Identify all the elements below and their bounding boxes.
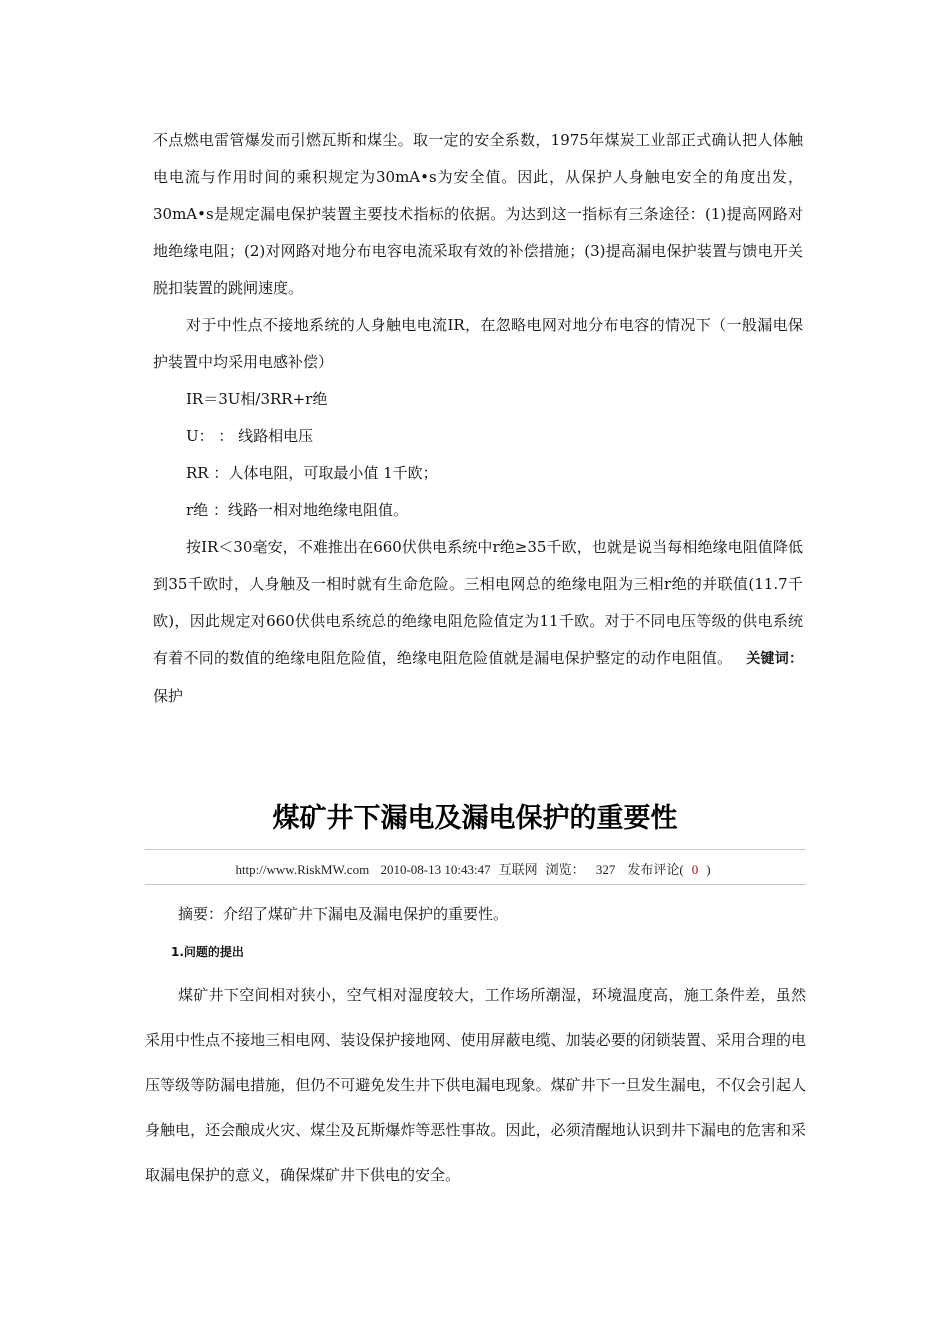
body-paragraph: 对于中性点不接地系统的人身触电电流IR，在忽略电网对地分布电容的情况下（一般漏电保护装置中均采用电感补偿） — [153, 316, 803, 371]
article-abstract: 摘要：介绍了煤矿井下漏电及漏电保护的重要性。 — [178, 905, 509, 923]
comment-count: 0 — [691, 862, 699, 877]
body-paragraph: 不点燃电雷管爆发而引燃瓦斯和煤尘。取一定的安全系数，1975年煤炭工业部正式确认把人体触电电流与作用时间的乘积规定为30mA•s为安全值。因此，从保护人身触电安全的角度出发，30mA•s是规定漏电保护装置主要技术指标的依据。为达到这一指标有三条途径：(1)提高网路对地绝缘电阻；(2)对网路对地分布电容电流采取有效的补偿措施；(3)提高漏电保护装置与馈电开关脱扣装置的跳闸速度。 — [153, 131, 803, 297]
section-heading: 1.问题的提出 — [171, 945, 244, 959]
article-body — [145, 897, 806, 1198]
article-meta — [0, 861, 950, 879]
formula: IR＝3U相/3RR+r绝 — [186, 390, 328, 408]
body-paragraph: 煤矿井下空间相对狭小，空气相对湿度较大，工作场所潮湿，环境温度高，施工条件差，虽然采用中性点不接地三相电网、装设保护接地网、使用屏蔽电缆、加装必要的闭锁装置、采用合理的电压等级等防漏电措施，但仍不可避免发生井下供电漏电现象。煤矿井下一旦发生漏电，不仅会引起人身触电，还会酿成火灾、煤尘及瓦斯爆炸等恶性事故。因此，必须清醒地认识到井下漏电的危害和采取漏电保护的意义，确保煤矿井下供电的安全。 — [145, 986, 806, 1184]
views-label: 浏览： — [545, 862, 585, 877]
body-paragraph — [153, 529, 803, 715]
definition-rr: RR ：人体电阻，可取最小值 1千欧； — [186, 464, 438, 482]
keywords-value[interactable]: 保护 — [153, 687, 184, 705]
definition-u: U： ： 线路相电压 — [186, 427, 314, 445]
divider — [145, 884, 806, 885]
comment-label: 发布评论( — [627, 862, 684, 877]
source-name: 互联网 — [498, 862, 538, 877]
views-count: 327 — [595, 862, 616, 877]
source-url[interactable]: http://www.RiskMW.com — [235, 862, 370, 877]
publish-datetime: 2010-08-13 10:43:47 — [380, 862, 491, 877]
comment-link[interactable] — [623, 862, 714, 877]
divider — [145, 849, 806, 850]
previous-article-section — [153, 122, 803, 715]
comment-close: ) — [706, 862, 711, 877]
article-title: 煤矿井下漏电及漏电保护的重要性 — [272, 803, 678, 834]
keywords-label: 关键词： — [746, 651, 803, 667]
definition-r: r绝 ：线路一相对地绝缘电阻值。 — [186, 501, 408, 519]
paragraph-text: 按IR＜30毫安，不难推出在660伏供电系统中r绝≥35千欧，也就是说当每相绝缘电阻值降低到35千欧时，人身触及一相时就有生命危险。三相电网总的绝缘电阻为三相r绝的并联值(11.7千欧)，因此规定对660伏供电系统总的绝缘电阻危险值定为11千欧。对于不同电压等级的供电系统有着不同的数值的绝缘电阻危险值，绝缘电阻危险值就是漏电保护整定的动作电阻值。 — [153, 538, 803, 667]
